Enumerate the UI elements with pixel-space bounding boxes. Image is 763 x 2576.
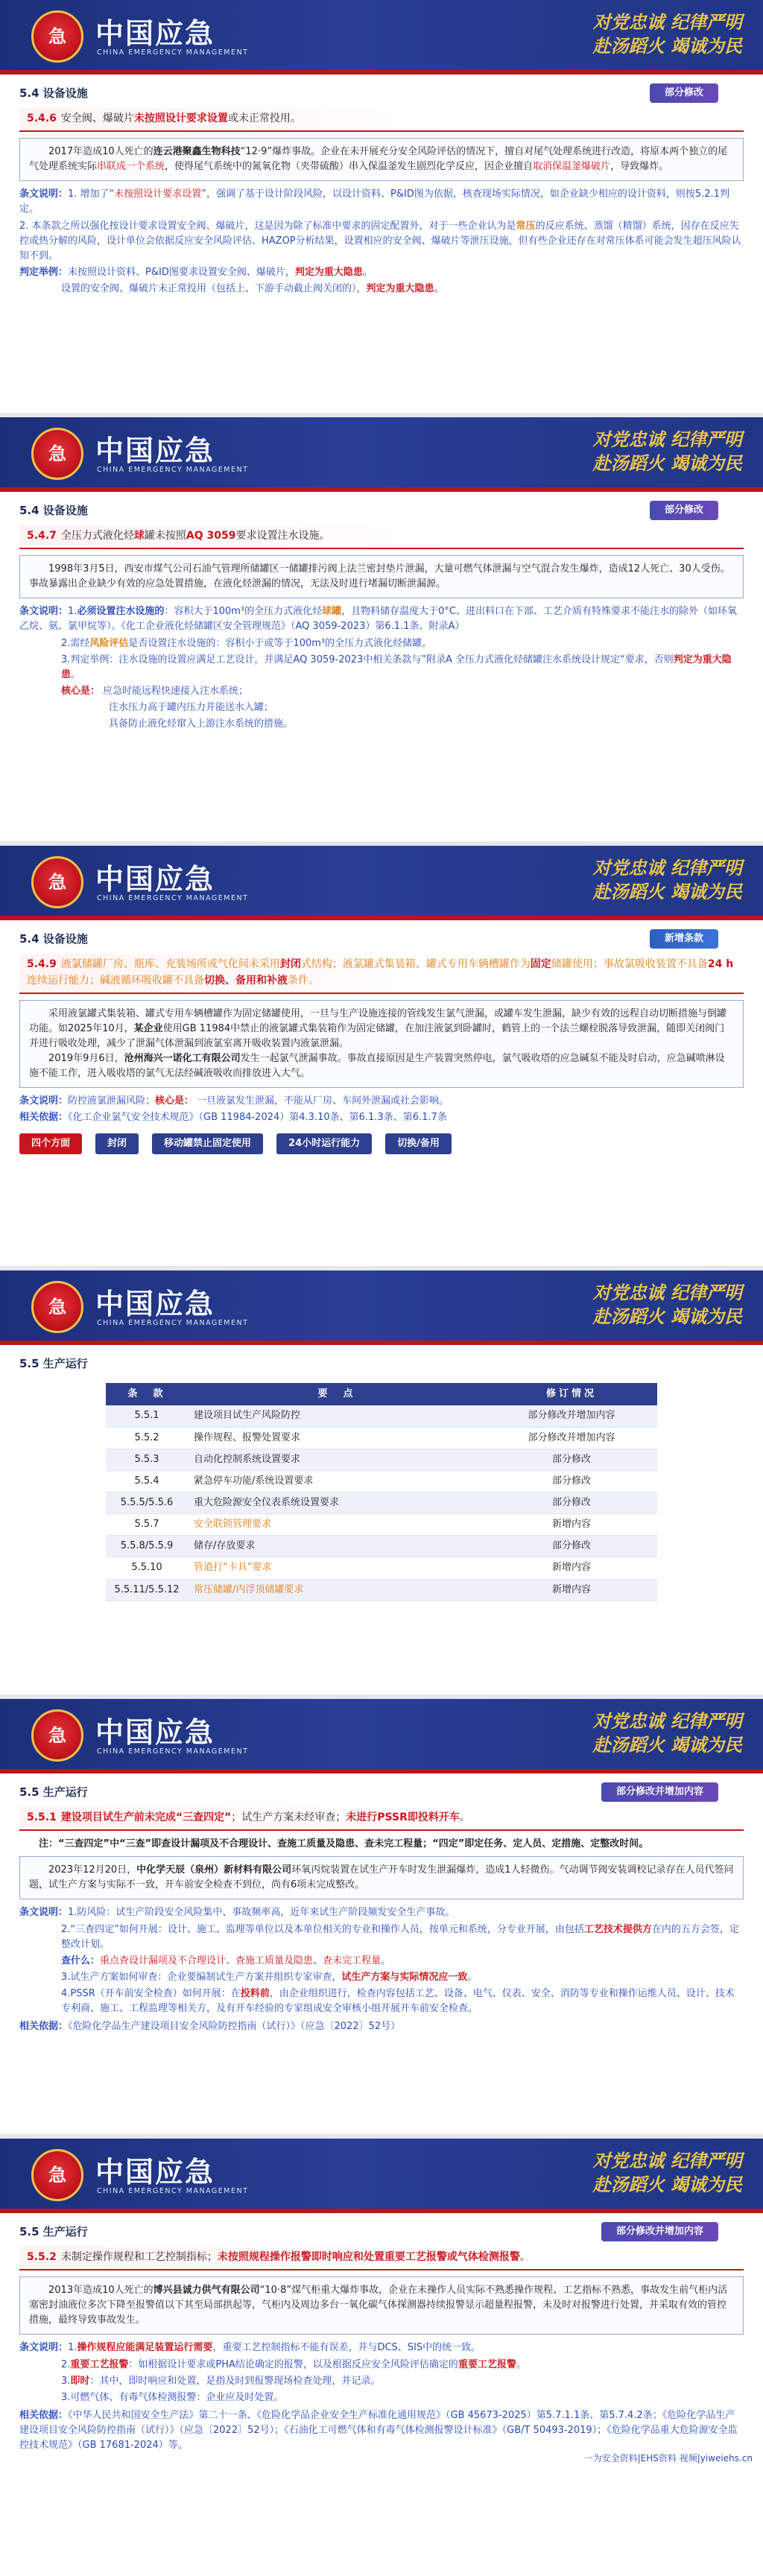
slide-5-4-6 xyxy=(0,0,763,417)
key-point-tag: 移动罐禁止固定使用 xyxy=(152,1133,263,1154)
table-cell: 操作规程、报警处置要求 xyxy=(188,1427,486,1449)
table-cell: 自动化控制系统设置要求 xyxy=(188,1449,486,1470)
section-title: 5.5 生产运行 xyxy=(19,1785,88,1799)
slide-header xyxy=(0,846,763,920)
slide-header xyxy=(0,0,763,75)
clause-explanation: 条文说明：防控液氯泄漏风险；核心是： 一旦液氯发生泄漏，不能从厂房、车间外泄漏或社会影响。 相关依据：《化工企业氯气安全技术规范》（GB 11984-2024）第4.3.10条、第6.1.3条、第6.1.7条 xyxy=(19,1095,449,1124)
status-badge: 部分修改并增加内容 xyxy=(601,2222,718,2241)
logo-subtitle: CHINA EMERGENCY MANAGEMENT xyxy=(97,1747,249,1756)
slide-header xyxy=(0,2139,763,2213)
table-cell: 5.5.4 xyxy=(106,1470,188,1492)
table-cell: 5.5.5/5.5.6 xyxy=(106,1492,188,1513)
table-cell: 管道打“卡具”要求 xyxy=(188,1557,486,1579)
slide-5-5-overview xyxy=(0,1270,763,1699)
revision-table xyxy=(106,1383,657,1601)
key-point-tag: 封闭 xyxy=(95,1133,139,1154)
table-cell: 常压储罐/内浮顶储罐要求 xyxy=(188,1579,486,1601)
clause-text: 5.5.1 建设项目试生产前未完成“三查四定”；试生产方案未经审查；未进行PSSR即投料开车。 xyxy=(19,1807,744,1831)
section-title: 5.4 设备设施 xyxy=(19,86,88,100)
case-box: 采用液氯罐式集装箱、罐式专用车辆槽罐作为固定储罐使用，一旦与生产设施连接的管线发生氯气泄漏，或罐车发生泄漏，缺少有效的远程自动切断措施与倒罐功能。如2025年10月，某企业使用GB 11984中禁止的液氯罐式集装箱作为固定储罐，在加注液氯到卧罐时，鹤管上的一个法兰螺栓脱落导致泄漏，随即关闭阀门并进行吸收处理，减少了泄漏气体泄漏到液氯室离开吸收装置内液氯泄漏。 2019年9月6日，沧州海兴一诺化工有限公司发生一起氯气泄漏事故。事故直接原因是生产装置突然停电，氯气吸收塔的应急碱泵不能及时启动，应急碱喷淋设施不能工作，进入吸收塔的氯气无法经碱液吸收而排放进入大气。 xyxy=(19,1000,744,1089)
slogan: 对党忠诚 纪律严明 赴汤蹈火 竭诚为民 xyxy=(592,1282,742,1327)
clause-text: 5.4.7 全压力式液化烃球罐未按照AQ 3059要求设置注水设施。 xyxy=(19,525,744,549)
case-box: 2023年12月20日，中化学天辰（泉州）新材料有限公司环氧丙烷装置在试生产开车时发生泄漏爆炸，造成1人轻微伤。气动调节阀安装调校记录存在人员代签问题，试生产方案与实际不一致，开车前安全检查不到位，尚有6项未完成整改。 xyxy=(19,1856,744,1899)
logo-subtitle: CHINA EMERGENCY MANAGEMENT xyxy=(97,48,249,57)
slogan: 对党忠诚 纪律严明 赴汤蹈火 竭诚为民 xyxy=(592,857,742,902)
table-row xyxy=(106,1536,657,1557)
slogan: 对党忠诚 纪律严明 赴汤蹈火 竭诚为民 xyxy=(592,428,742,474)
clause-text: 5.4.9 液氯储罐厂房、瓶库、充装场所或气化间未采用封闭式结构；液氯罐式集装箱、罐式专用车辆槽罐作为固定储罐使用；事故氯吸收装置不具备24 h连续运行能力；碱液循环吸收罐不具备切换、备用和补液条件。 xyxy=(19,954,744,993)
slide-header xyxy=(0,417,763,492)
clause-text: 5.5.2 未制定操作规程和工艺控制指标；未按照规程操作报警即时响应和处置重要工艺报警或气体检测报警。 xyxy=(19,2247,744,2270)
table-row xyxy=(106,1514,657,1536)
table-cell: 新增内容 xyxy=(486,1557,657,1579)
table-cell: 紧急停车功能/系统设置要求 xyxy=(188,1470,486,1492)
logo-title: 中国应急 xyxy=(95,16,215,50)
table-cell: 部分修改 xyxy=(486,1449,657,1470)
table-cell: 新增内容 xyxy=(486,1514,657,1536)
logo-subtitle: CHINA EMERGENCY MANAGEMENT xyxy=(97,466,249,474)
table-cell: 5.5.7 xyxy=(106,1514,188,1536)
clause-text: 5.4.6 安全阀、爆破片未按照设计要求设置或未正常投用。 xyxy=(19,108,744,132)
case-box: 2017年造成10人死亡的连云港聚鑫生物科技“12·9”爆炸事故。企业在未开展充分安全风险评估的情况下，擅自对尾气处理系统进行改造，将原本两个独立的尾气处理系统实际串联成一个系统，使得尾气系统中的氮氧化物（夹带硫酸）串入保温釜发生剧烈化学反应，因企业擅自取消保温釜爆破片，导致爆炸。 xyxy=(19,138,744,181)
logo-subtitle: CHINA EMERGENCY MANAGEMENT xyxy=(97,1319,249,1327)
logo-title: 中国应急 xyxy=(95,1287,215,1320)
table-row xyxy=(106,1557,657,1579)
emergency-emblem-icon: 急 xyxy=(31,1281,83,1333)
case-box: 2013年造成10人死亡的博兴县诚力供气有限公司“10·8”煤气柜重大爆炸事故，企业在未操作人员实际不熟悉操作规程、工艺指标不熟悉，事故发生前气柜内活塞密封油液位多次下降至报警值以下其至局部拱起等，气柜内及周边多台一氧化碳气体探测器持续报警显示超量程报警，未及时对报警进行处置，并采取有效的管控措施，最终导致事故发生。 xyxy=(19,2276,744,2335)
table-row xyxy=(106,1405,657,1427)
clause-explanation: 条文说明：1.操作规程应能满足装置运行需要，重要工艺控制指标不能有误差，并与DCS、SIS中的统一致。 2.重要工艺报警：如根据设计要求或PHA结论确定的报警，以及根据反应安全风险评估确定的重要工艺报警。 3.即时：其中，即时响应和处置，是指及时到报警现场检查处理，并记录。 3.可燃气体、有毒气体检测报警：企业应及时处置。 相关依据：《中华人民共和国安全生产法》第二十一条、《危险化学品企业安全生产标准化通用规范》（GB 45673-2025）第5.7.1.1条、第5.7.4.2条；《危险化学品生产建设项目安全风险防控指南（试行）》（应急〔2022〕52号）；《石油化工可燃气体和有毒气体检测报警设计标准》（GB/T 50493-2019）；《危险化学品重大危险源安全监控技术规范》（GB 17681-2024）等。 xyxy=(19,2342,738,2452)
table-row xyxy=(106,1427,657,1449)
clause-explanation: 条文说明：1.必须设置注水设施的：容积大于100m³的全压力式液化烃球罐，且物料储存温度大于0°C、进出料口在下部、工艺介质有特殊要求不能注水的除外（如环氧乙烷、氨、氯甲烷等）。《化工企业液化烃储罐区安全管理规范》（AQ 3059-2023）第6.1.1条、附录A） 2.需经风险评估是否设置注水设施的：容积小于或等于100m³的全压力式液化烃储罐。 3.判定举例：注水设施的设置应满足工艺设计，并满足AQ 3059-2023中相关条款与”附录A 全压力式液化烃储罐注水系统设计规定“要求，否则判定为重大隐患。 核心是： 应急时能远程快速接入注水系统； 注水压力高于罐内压力并能送水入罐； 具备防止液化烃窜入上游注水系统的措施。 xyxy=(19,606,738,730)
key-point-tag: 四个方面 xyxy=(19,1133,82,1154)
section-title: 5.4 设备设施 xyxy=(19,932,88,946)
table-cell: 5.5.2 xyxy=(106,1427,188,1449)
status-badge: 部分修改 xyxy=(650,501,718,520)
table-header-cell: 要 点 xyxy=(188,1383,486,1405)
section-title: 5.5 生产运行 xyxy=(19,2225,88,2238)
slogan: 对党忠诚 纪律严明 赴汤蹈火 竭诚为民 xyxy=(592,11,742,57)
slogan: 对党忠诚 纪律严明 赴汤蹈火 竭诚为民 xyxy=(592,1710,742,1756)
table-cell: 5.5.10 xyxy=(106,1557,188,1579)
table-cell: 新增内容 xyxy=(486,1579,657,1601)
emergency-emblem-icon: 急 xyxy=(31,10,83,63)
table-cell: 部分修改 xyxy=(486,1470,657,1492)
table-cell: 重大危险源安全仪表系统设置要求 xyxy=(188,1492,486,1513)
source-watermark: 一为安全资料|EHS资料 视频|yiweiehs.cn xyxy=(583,2452,753,2463)
key-point-tag: 24小时运行能力 xyxy=(276,1133,372,1154)
slide-header xyxy=(0,1270,763,1345)
clause-explanation: 条文说明：1.防风险：试生产阶段安全风险集中、事故频率高，近年来试生产阶段频发安全生产事故。 2.“三查四定”如何开展：设计、施工、监理等单位以及本单位相关的专业和操作人员，按单元和系统，分专业开展，由包括工艺技术提供方在内的五方会签，定整改计划。 查什么：重点查设计漏项及不合理设计、查施工质量及隐患、查未完工程量。 3.试生产方案如何审查：企业要编制试生产方案并组织专家审查，试生产方案与实际情况应一致。 4.PSSR（开车前安全检查）如何开展：在投料前，由企业组织进行，检查内容包括工艺、设备、电气、仪表、安全、消防等专业和操作运维人员、设计、技术专利商、施工、工程监理等相关方，及有开车经验的专家组成安全审核小组开展开车前安全检查。 相关依据：《危险化学品生产建设项目安全风险防控指南（试行）》（应急〔2022〕52号） xyxy=(19,1907,739,2033)
table-cell: 5.5.8/5.5.9 xyxy=(106,1536,188,1557)
status-badge: 部分修改并增加内容 xyxy=(601,1782,718,1802)
table-row xyxy=(106,1449,657,1470)
table-row xyxy=(106,1579,657,1601)
emergency-emblem-icon: 急 xyxy=(31,428,83,480)
table-cell: 部分修改 xyxy=(486,1536,657,1557)
table-cell: 部分修改并增加内容 xyxy=(486,1405,657,1427)
logo-title: 中国应急 xyxy=(95,862,215,896)
logo-subtitle: CHINA EMERGENCY MANAGEMENT xyxy=(97,2187,249,2195)
logo-title: 中国应急 xyxy=(95,1715,215,1749)
table-header-row xyxy=(106,1383,657,1405)
status-badge: 部分修改 xyxy=(650,83,718,103)
table-cell: 建设项目试生产风险防控 xyxy=(188,1405,486,1427)
table-cell: 5.5.11/5.5.12 xyxy=(106,1579,188,1601)
slide-5-4-7 xyxy=(0,417,763,846)
table-header-cell: 修订情况 xyxy=(486,1383,657,1405)
logo-title: 中国应急 xyxy=(95,2155,215,2189)
case-box: 1998年3月5日，西安市煤气公司石油气管理所储罐区一储罐排污阀上法兰密封垫片泄漏，大量可燃气体泄漏与空气混合发生爆炸，造成12人死亡、30人受伤。事故暴露出企业缺少有效的应急处置措施，在液化烃泄漏的情况，无法及时进行堵漏切断泄漏源。 xyxy=(19,555,744,598)
section-title: 5.4 设备设施 xyxy=(19,504,88,517)
table-cell: 部分修改 xyxy=(486,1492,657,1513)
emergency-emblem-icon: 急 xyxy=(31,2149,83,2201)
slide-header xyxy=(0,1699,763,1773)
emergency-emblem-icon: 急 xyxy=(31,1709,83,1762)
key-points-row xyxy=(19,1133,744,1154)
definition-note: 注：“三查四定”中“三查”即查设计漏项及不合理设计、查施工质量及隐患、查未完工程量；“四定”即定任务、定人员、定措施、定整改时间。 xyxy=(39,1838,649,1849)
table-row xyxy=(106,1470,657,1492)
slogan: 对党忠诚 纪律严明 赴汤蹈火 竭诚为民 xyxy=(592,2150,742,2195)
logo-title: 中国应急 xyxy=(95,434,215,467)
emergency-emblem-icon: 急 xyxy=(31,856,83,908)
table-cell: 储存/存放要求 xyxy=(188,1536,486,1557)
section-title: 5.5 生产运行 xyxy=(19,1357,88,1370)
slide-5-5-1 xyxy=(0,1699,763,2139)
table-cell: 5.5.3 xyxy=(106,1449,188,1470)
clause-explanation: 条文说明：1. 增加了“未按照设计要求设置”，强调了基于设计阶段风险，以设计资料、P&ID图为依据，核查现场实际情况，如企业缺少相应的设计资料，则按5.2.1判定。 2. 本条款之所以强化按设计要求设置安全阀、爆破片，这是因为除了标准中要求的固定配置外，对于一些企业认为是常压的反应系统、蒸馏（精馏）系统，因存在反应失控或热分解的风险，设计单位会依据反应安全风险评估、HAZOP分析结果，设置相应的安全阀、爆破片等泄压设施，但有些企业还存在对常压体系可能会发生超压风险认知不到。 判定举例：未按照设计资料、P&ID图要求设置安全阀、爆破片，判定为重大隐患。 设置的安全阀、爆破片未正常投用（包括上、下游手动截止阀关闭的），判定为重大隐患。 xyxy=(19,189,741,295)
table-header-cell: 条 款 xyxy=(106,1383,188,1405)
key-point-tag: 切换/备用 xyxy=(385,1133,452,1154)
slide-5-4-9 xyxy=(0,846,763,1270)
slide-5-5-2 xyxy=(0,2139,763,2576)
table-cell: 安全联锁管理要求 xyxy=(188,1514,486,1536)
logo-subtitle: CHINA EMERGENCY MANAGEMENT xyxy=(97,894,249,902)
table-cell: 部分修改并增加内容 xyxy=(486,1427,657,1449)
table-row xyxy=(106,1492,657,1513)
status-badge: 新增条款 xyxy=(650,929,718,949)
table-cell: 5.5.1 xyxy=(106,1405,188,1427)
